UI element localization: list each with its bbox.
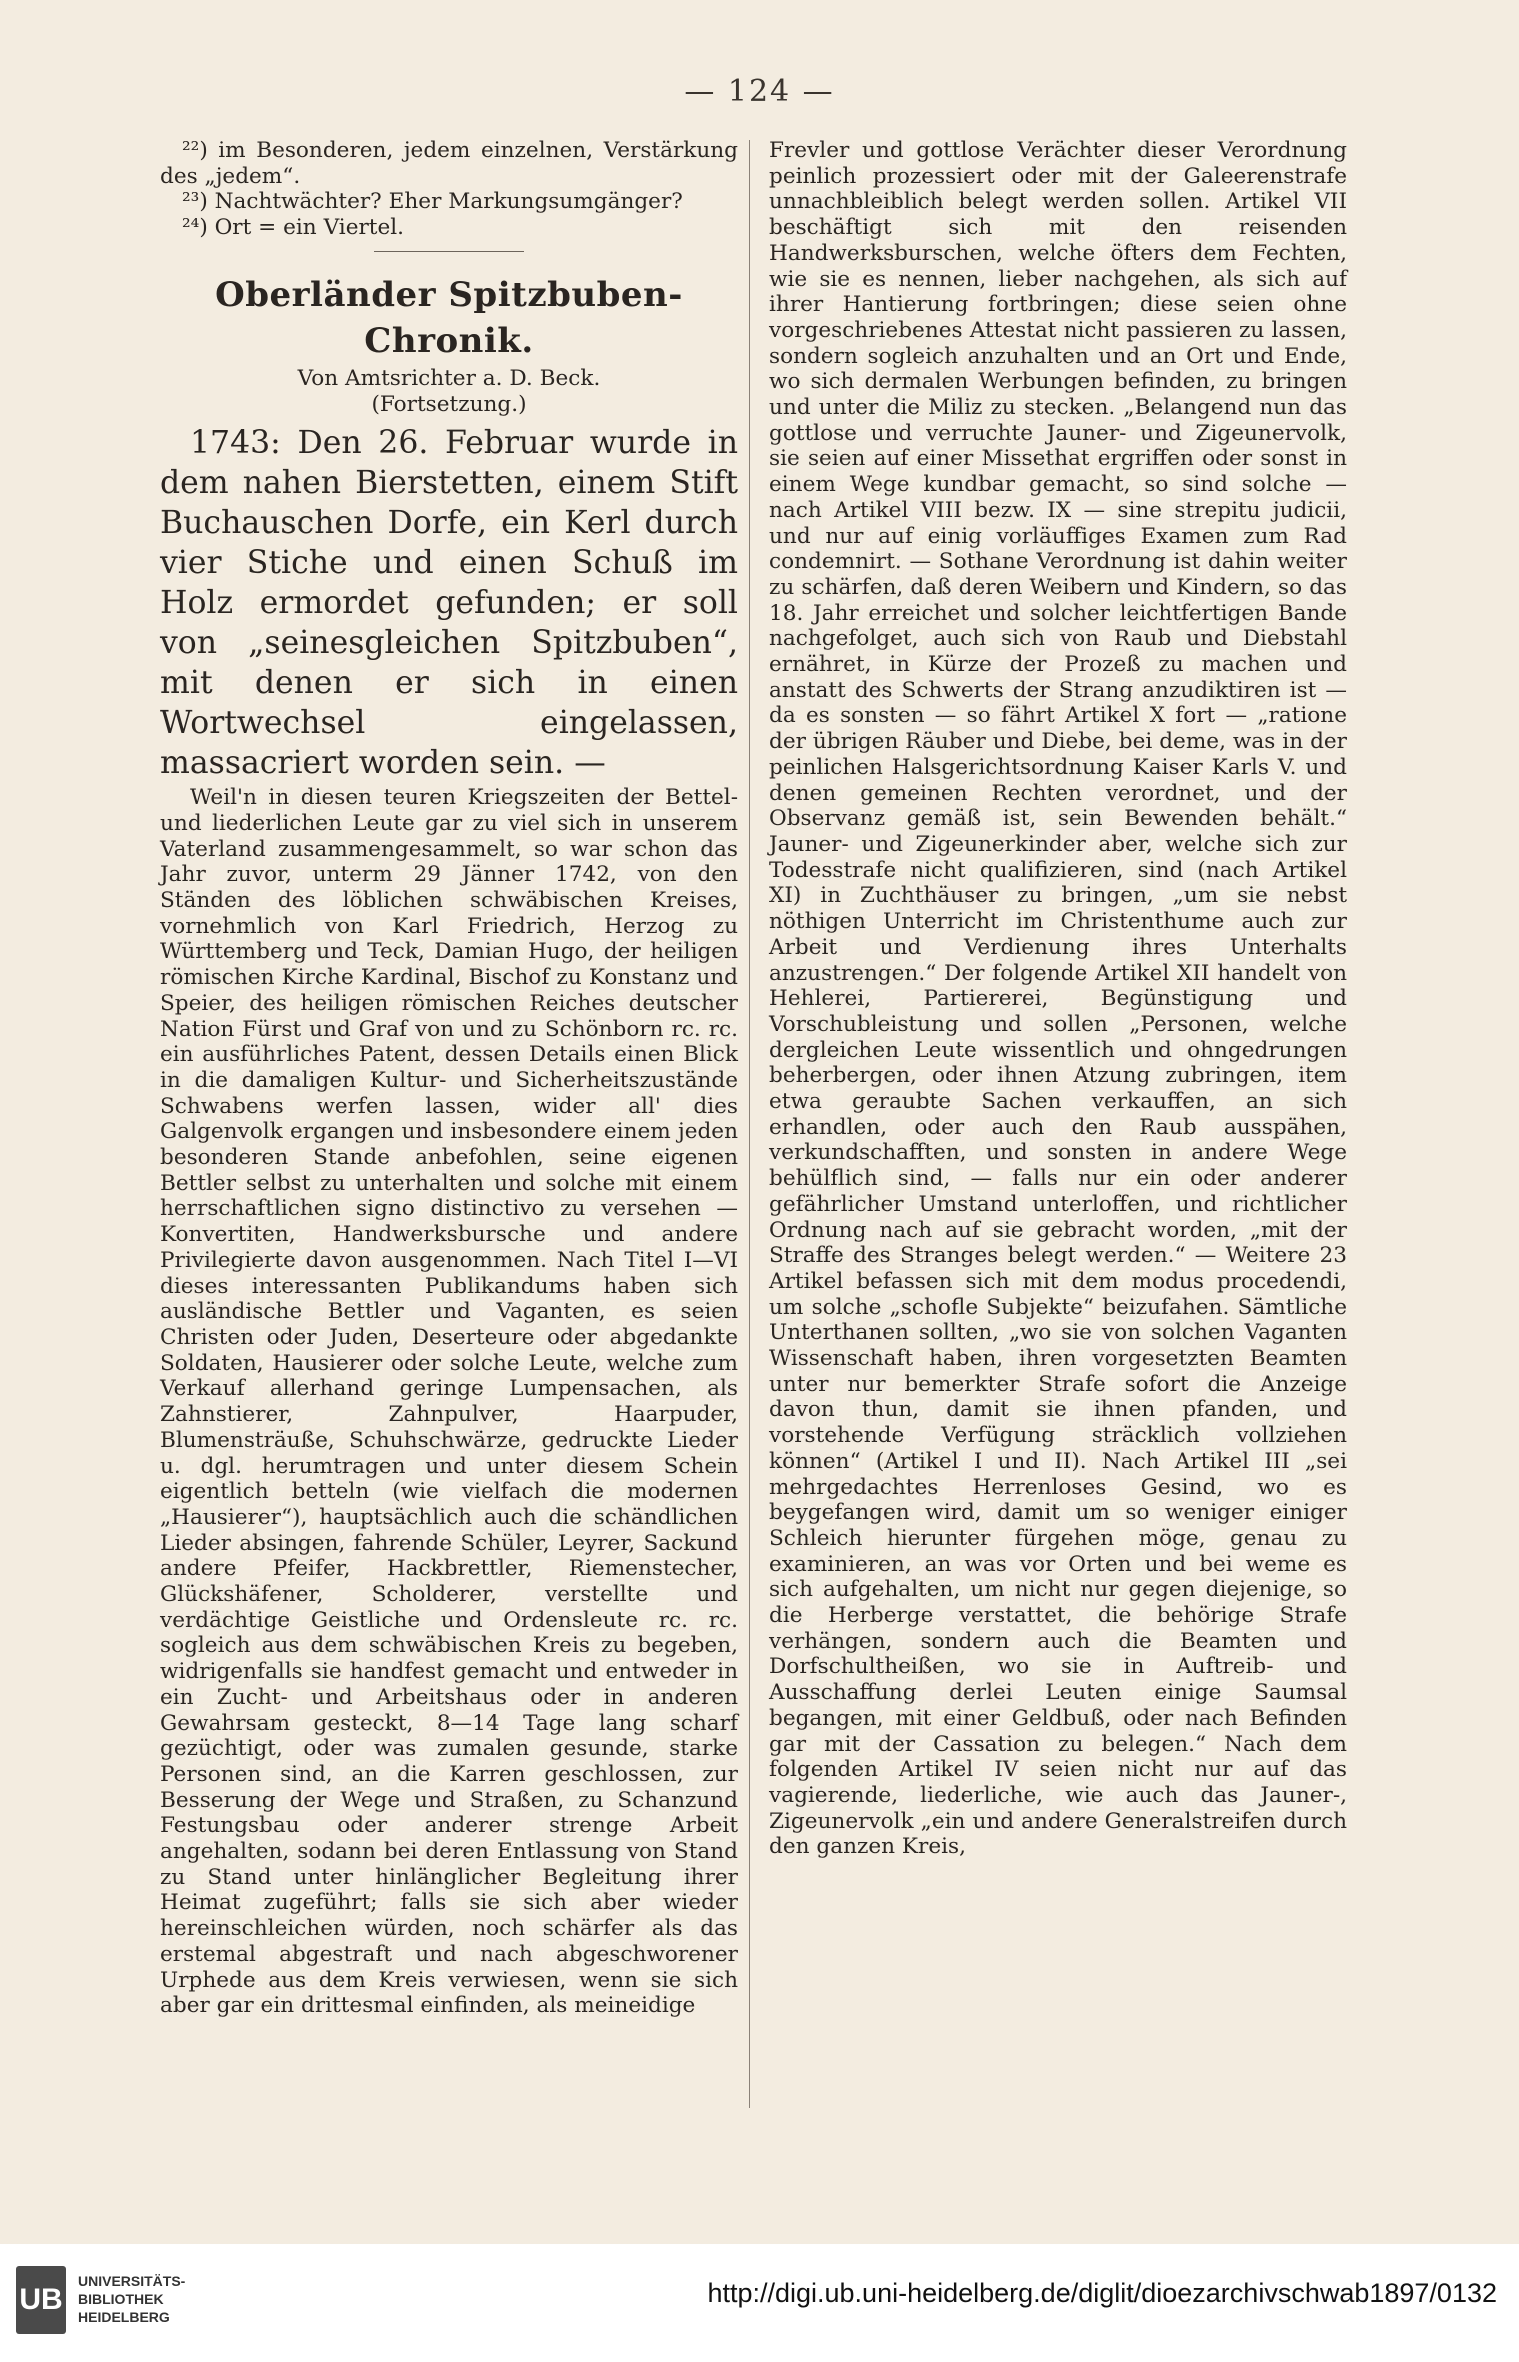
right-column: [769, 138, 1347, 1860]
library-name-line: BIBLIOTHEK: [78, 2291, 164, 2307]
footer-bar: [0, 2244, 1519, 2362]
university-seal-icon: UB: [16, 2266, 66, 2334]
page-number: — 124 —: [684, 74, 835, 109]
library-name-line: HEIDELBERG: [78, 2309, 170, 2325]
article-title: Oberländer Spitzbuben-Chronik.: [215, 274, 683, 361]
footnote: ²⁴) Ort = ein Viertel.: [182, 215, 405, 241]
continuation-note: (Fortsetzung.): [371, 391, 527, 417]
lead-paragraph: 1743: Den 26. Februar wurde in dem nahen Bierstetten, einem Stift Buchauschen Dorfe, ein Kerl durch vier Stiche und einen Schuß im Holz ermordet gefunden; er soll von „seinesgleichen Spitzbuben“, mit denen er sich in einen Wortwechsel eingelassen, massacriert worden sein. —: [160, 425, 738, 782]
footnote: ²²) im Besonderen, jedem einzelnen, Verstärkung des „jedem“.: [160, 138, 738, 189]
library-name: [78, 2272, 298, 2326]
left-column: [160, 138, 738, 2019]
source-url-link[interactable]: http://digi.ub.uni-heidelberg.de/diglit/dioezarchivschwab1897/0132: [707, 2278, 1497, 2308]
library-name-line: UNIVERSITÄTS-: [78, 2273, 186, 2289]
article-author: Von Amtsrichter a. D. Beck.: [297, 365, 601, 391]
separator-rule: [374, 251, 524, 252]
body-paragraph: Frevler und gottlose Verächter dieser Verordnung peinlich prozessiert oder mit der Galeerenstrafe unnachbleiblich belegt werden sollen. Artikel VII beschäftigt sich mit den reisenden Handwerksburschen, welche öfters dem Fechten, wie sie es nennen, lieber nachgehen, als sich auf ihrer Hantierung fortbringen; diese seien ohne vorgeschriebenes Attestat nicht passieren zu lassen, sondern sogleich anzuhalten und an Ort und Ende, wo sich dermalen Werbungen befinden, zu bringen und unter die Miliz zu stecken. „Belangend nun das gottlose und verruchte Jauner- und Zigeunervolk, sie seien auf einer Missethat ergriffen oder sonst in einem Wege kundbar gemacht, so sind solche — nach Artikel VIII bezw. IX — sine strepitu judicii, und nur auf einig vorläuffiges Examen zum Rad condemnirt. — Sothane Verordnung ist dahin weiter zu schärfen, daß deren Weibern und Kindern, so das 18. Jahr erreichet und solcher leichtfertigen Bande nachgefolget, auch sich von Raub und Diebstahl ernähret, in Kürze der Prozeß zu machen und anstatt des Schwerts der Strang anzudiktiren ist — da es sonsten — so fährt Artikel X fort — „ratione der übrigen Räuber und Diebe, bei deme, was in der peinlichen Halsgerichtsordnung Kaiser Karls V. und denen gemeinen Rechten verordnet, und der Observanz gemäß ist, sein Bewenden behält.“ Jauner- und Zigeunerkinder aber, welche sich zur Todesstrafe nicht qualifizieren, sind (nach Artikel XI) in Zuchthäuser zu bringen, „um sie nebst nöthigen Unterricht im Christenthume auch zur Arbeit und Verdienung ihres Unterhalts anzustrengen.“ Der folgende Artikel XII handelt von Hehlerei, Partiererei, Begünstigung und Vorschubleistung und sollen „Personen, welche dergleichen Leute wissentlich und ohngedrungen beherbergen, oder ihnen Atzung zubringen, item etwa geraubte Sachen verkauffen, an sich erhandlen, oder auch den Raub ausspähen, verkundschafften, und sonsten in andere Wege behülflich sind, — falls nur ein oder anderer gefährlicher Umstand unterloffen, und richtlicher Ordnung nach auf sie gebracht worden, „mit der Straffe des Stranges belegt werden.“ — Weitere 23 Artikel befassen sich mit dem modus procedendi, um solche „schofle Subjekte“ beizufahen. Sämtliche Unterthanen sollten, „wo sie von solchen Vaganten Wissenschaft haben, ihren vorgesetzten Beamten unter nur bemerkter Strafe sofort die Anzeige davon thun, damit sie ihnen pfanden, und vorstehende Verfügung sträcklich vollziehen können“ (Artikel I und II). Nach Artikel III „sei mehrgedachtes Herrenloses Gesind, wo es beygefangen wird, damit um so weniger einiger Schleich hierunter fürgehen möge, genau zu examinieren, an was vor Orten und bei weme es sich aufgehalten, um nicht nur gegen diejenige, so die Herberge verstattet, die behörige Strafe verhängen, sondern auch die Beamten und Dorfschultheißen, wo sie in Auftreib- und Ausschaffung derlei Leuten einige Saumsal begangen, mit einer Geldbuß, oder nach Befinden gar mit der Cassation zu belegen.“ Nach dem folgenden Artikel IV seien nicht nur auf das vagierende, liederliche, wie auch das Jauner-, Zigeunervolk „ein und andere Generalstreifen durch den ganzen Kreis,: [769, 138, 1347, 1860]
column-divider: [749, 140, 750, 2108]
body-paragraph: Weil'n in diesen teuren Kriegszeiten der Bettel- und liederlichen Leute gar zu viel sich in unserem Vaterland zusammengesammelt, so war schon das Jahr zuvor, unterm 29 Jänner 1742, von den Ständen des löblichen schwäbischen Kreises, vornehmlich von Karl Friedrich, Herzog zu Württemberg und Teck, Damian Hugo, der heiligen römischen Kirche Kardinal, Bischof zu Konstanz und Speier, des heiligen römischen Reiches deutscher Nation Fürst und Graf von und zu Schönborn rc. rc. ein ausführliches Patent, dessen Details einen Blick in die damaligen Kultur- und Sicherheitszustände Schwabens werfen lassen, wider all' dies Galgenvolk ergangen und insbesondere einem jeden besonderen Stande anbefohlen, seine eigenen Bettler selbst zu unterhalten und solche mit einem herrschaftlichen signo distinctivo zu versehen — Konvertiten, Handwerksbursche und andere Privilegierte davon ausgenommen. Nach Titel I—VI dieses interessanten Publikandums haben sich ausländische Bettler und Vaganten, es seien Christen oder Juden, Deserteure oder abgedankte Soldaten, Hausierer oder solche Leute, welche zum Verkauf allerhand geringe Lumpensachen, als Zahnstierer, Zahnpulver, Haarpuder, Blumensträuße, Schuhschwärze, gedruckte Lieder u. dgl. herumtragen und unter diesem Schein eigentlich betteln (wie vielfach die modernen „Hausierer“), hauptsächlich auch die schändlichen Lieder absingen, fahrende Schüler, Leyrer, Sackund andere Pfeifer, Hackbrettler, Riemenstecher, Glückshäfener, Scholderer, verstellte und verdächtige Geistliche und Ordensleute rc. rc. sogleich aus dem schwäbischen Kreis zu begeben, widrigenfalls sie handfest gemacht und entweder in ein Zucht- und Arbeitshaus oder in anderen Gewahrsam gesteckt, 8—14 Tage lang scharf gezüchtigt, oder was zumalen gesunde, starke Personen sind, an die Karren geschlossen, zur Besserung der Wege und Straßen, zu Schanzund Festungsbau oder anderer strenge Arbeit angehalten, sodann bei deren Entlassung von Stand zu Stand unter hinlänglicher Begleitung ihrer Heimat zugeführt; falls sie sich aber wieder hereinschleichen würden, noch schärfer als das erstemal abgestraft und nach abgeschworener Urphede aus dem Kreis verwiesen, wenn sie sich aber gar ein drittesmal einfinden, als meineidige: [160, 785, 738, 2019]
footnote: ²³) Nachtwächter? Eher Markungsumgänger?: [182, 189, 683, 215]
